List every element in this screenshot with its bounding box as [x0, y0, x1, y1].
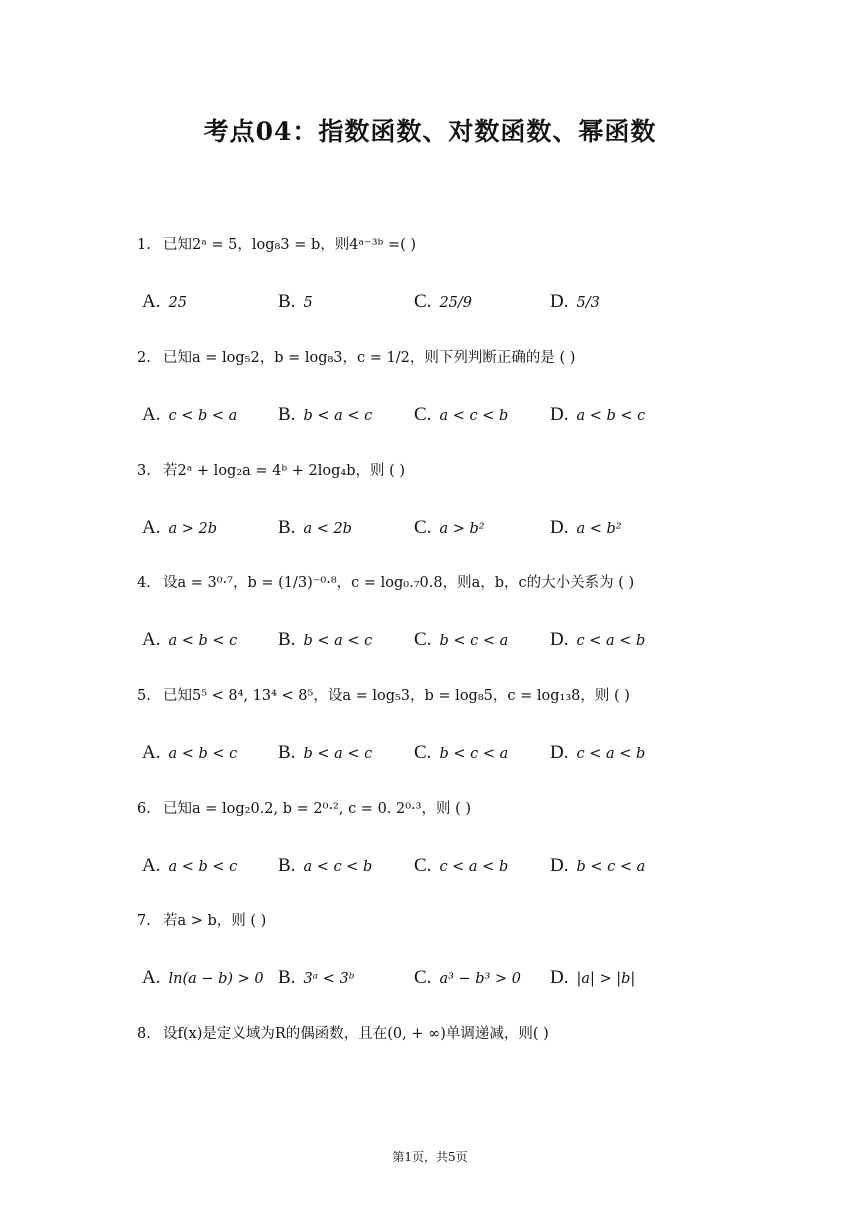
option-c [414, 963, 521, 994]
option-d [550, 625, 645, 656]
option-letter: C. [414, 742, 432, 763]
question-text: 若a > b，则 ( ) [163, 913, 267, 929]
option-letter: B. [278, 291, 296, 312]
option-text: ln(a − b) > 0 [168, 971, 264, 987]
option-d [550, 400, 645, 431]
option-b [278, 738, 372, 769]
option-d [550, 513, 622, 544]
option-text: c < a < b [439, 859, 509, 875]
option-letter: B. [278, 967, 296, 988]
option-text: b < a < c [303, 633, 373, 649]
option-letter: A. [142, 291, 161, 312]
option-letter: D. [550, 629, 569, 650]
option-text: a < c < b [303, 859, 373, 875]
option-letter: D. [550, 291, 569, 312]
option-c [414, 400, 508, 431]
question-number: 4. [137, 575, 151, 591]
option-a [142, 513, 217, 544]
option-letter: A. [142, 742, 161, 763]
option-b [278, 287, 313, 318]
page-title: 考点04：指数函数、对数函数、幂函数 [203, 117, 657, 146]
option-c [414, 625, 508, 656]
option-text: a < b² [576, 521, 622, 537]
option-letter: B. [278, 629, 296, 650]
option-c [414, 738, 508, 769]
option-text: a > 2b [168, 521, 218, 537]
question-text: 若2ᵃ + log₂a = 4ᵇ + 2log₄b，则 ( ) [163, 463, 406, 479]
question-number: 7. [137, 913, 151, 929]
option-b [278, 851, 372, 882]
option-text: a > b² [439, 521, 485, 537]
option-text: c < b < a [168, 408, 238, 424]
option-letter: D. [550, 404, 569, 425]
option-a [142, 287, 187, 318]
option-text: 25/9 [439, 295, 472, 311]
question-text: 已知a = log₂0.2, b = 2⁰·², c = 0. 2⁰·³，则 ( ) [163, 801, 472, 817]
question-2 [137, 346, 820, 370]
question-number: 8. [137, 1026, 151, 1042]
option-text: a < c < b [439, 408, 509, 424]
option-letter: A. [142, 967, 161, 988]
option-letter: D. [550, 855, 569, 876]
option-text: b < c < a [576, 859, 646, 875]
option-text: c < a < b [576, 633, 646, 649]
option-a [142, 400, 237, 431]
option-text: a < b < c [168, 859, 238, 875]
option-letter: A. [142, 855, 161, 876]
option-letter: A. [142, 517, 161, 538]
question-3 [137, 459, 820, 483]
question-5 [137, 684, 820, 708]
option-text: c < a < b [576, 746, 646, 762]
question-text: 已知a = log₅2，b = log₈3，c = 1/2，则下列判断正确的是 ( ) [163, 350, 576, 366]
option-text: a³ − b³ > 0 [439, 971, 521, 987]
option-letter: B. [278, 517, 296, 538]
option-letter: C. [414, 629, 432, 650]
option-letter: A. [142, 629, 161, 650]
question-text: 设f(x)是定义域为R的偶函数，且在(0, + ∞)单调递减，则( ) [163, 1026, 549, 1042]
option-text: a < b < c [576, 408, 646, 424]
option-text: 5/3 [576, 295, 600, 311]
option-c [414, 851, 508, 882]
option-c [414, 513, 485, 544]
option-letter: C. [414, 291, 432, 312]
option-text: 3ᵃ < 3ᵇ [303, 971, 355, 987]
question-1 [137, 233, 820, 257]
option-letter: D. [550, 742, 569, 763]
question-number: 2. [137, 350, 151, 366]
option-text: |a| > |b| [576, 971, 636, 987]
option-a [142, 625, 237, 656]
option-d [550, 287, 600, 318]
question-text: 已知2ᵃ = 5，log₈3 = b，则4ᵃ⁻³ᵇ =( ) [163, 237, 417, 253]
option-letter: C. [414, 517, 432, 538]
option-letter: D. [550, 517, 569, 538]
option-d [550, 738, 645, 769]
question-number: 6. [137, 801, 151, 817]
option-letter: C. [414, 855, 432, 876]
option-letter: D. [550, 967, 569, 988]
question-8 [137, 1022, 820, 1046]
option-d [550, 851, 645, 882]
option-letter: B. [278, 742, 296, 763]
question-number: 3. [137, 463, 151, 479]
page-footer: 第1页，共5页 [392, 1150, 468, 1164]
option-text: a < 2b [303, 521, 352, 537]
option-text: a < b < c [168, 746, 238, 762]
option-a [142, 851, 237, 882]
option-text: b < a < c [303, 408, 373, 424]
option-a [142, 963, 264, 994]
question-6 [137, 797, 820, 821]
option-letter: C. [414, 404, 432, 425]
option-a [142, 738, 237, 769]
option-c [414, 287, 472, 318]
question-7 [137, 909, 820, 933]
option-b [278, 625, 372, 656]
option-d [550, 963, 635, 994]
option-text: b < c < a [439, 746, 509, 762]
option-text: a < b < c [168, 633, 238, 649]
option-letter: B. [278, 855, 296, 876]
option-b [278, 513, 352, 544]
option-b [278, 963, 355, 994]
option-text: b < c < a [439, 633, 509, 649]
question-number: 1. [137, 237, 151, 253]
question-number: 5. [137, 688, 151, 704]
option-b [278, 400, 372, 431]
option-text: 25 [168, 295, 187, 311]
option-letter: A. [142, 404, 161, 425]
question-text: 已知5⁵ < 8⁴, 13⁴ < 8⁵，设a = log₅3，b = log₈5，c = log₁₃8，则 ( ) [163, 688, 630, 704]
option-text: 5 [303, 295, 313, 311]
option-text: b < a < c [303, 746, 373, 762]
question-4 [137, 571, 820, 595]
question-text: 设a = 3⁰·⁷，b = (1/3)⁻⁰·⁸，c = log₀.₇0.8，则a，b，c的大小关系为 ( ) [163, 575, 635, 591]
option-letter: C. [414, 967, 432, 988]
option-letter: B. [278, 404, 296, 425]
